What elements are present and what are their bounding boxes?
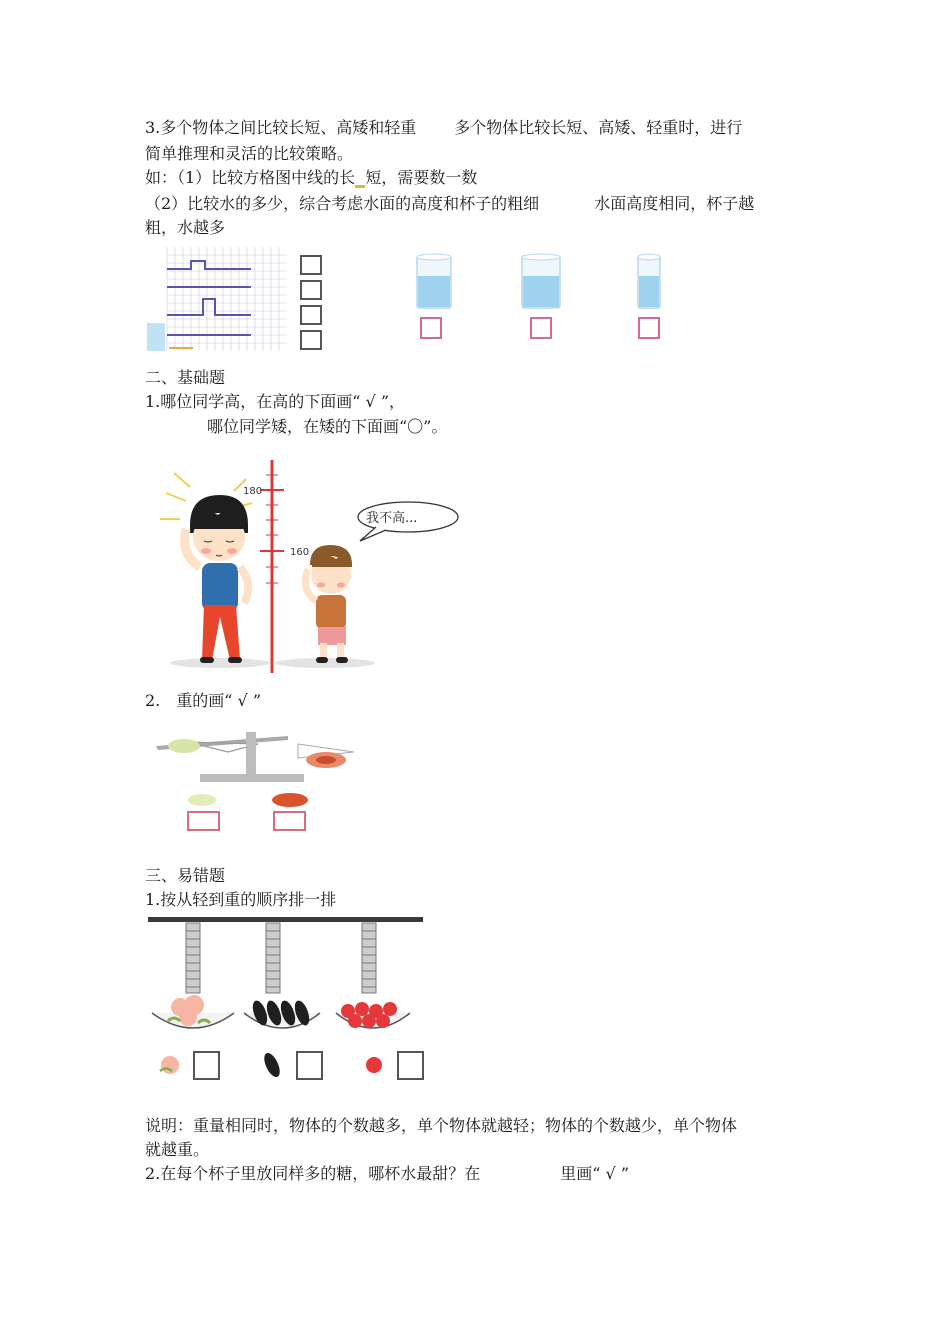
strawberry-icon [366, 1057, 382, 1073]
text-span: 如：（1）比较方格图中线的长 [145, 168, 356, 187]
speech-bubble-text: 我不高... [366, 511, 418, 526]
question-text: 哪位同学矮，在矮的下面画“〇”。 [207, 417, 448, 436]
text-span: （2）比较水的多少，综合考虑水面的高度和杯子的粗细 [145, 194, 540, 213]
sweet-potato-icon [272, 793, 308, 807]
answer-box[interactable] [300, 330, 322, 350]
answer-box[interactable] [397, 1051, 424, 1080]
question-text: 1.按从轻到重的顺序排一排 [145, 890, 337, 909]
spring-icon [186, 923, 376, 993]
ruler-label-160: 160 [290, 547, 310, 558]
section-title: 二、基础题 [145, 368, 226, 387]
strawberry-icon [341, 1002, 397, 1028]
question-text: 1.哪位同学高，在高的下面画“ √ ”， [145, 392, 405, 411]
answer-box[interactable] [187, 811, 220, 831]
question-text [145, 1163, 629, 1185]
answer-box[interactable] [300, 255, 322, 275]
highlight-mark: ​ [355, 168, 366, 187]
text-line: 粗，水越多 [145, 218, 226, 237]
answer-box[interactable] [296, 1051, 323, 1080]
text-line [145, 167, 477, 189]
text-span: 短，需要数一数 [365, 168, 478, 187]
children-height-illustration [160, 455, 460, 677]
tall-kid-figure [185, 495, 249, 663]
cup-icon [522, 254, 560, 308]
cabbage-icon [168, 739, 200, 753]
answer-box[interactable] [638, 317, 660, 339]
text-span: 2.在每个杯子里放同样多的糖，哪杯水最甜？在 [145, 1164, 481, 1183]
grid-lines-figure [147, 247, 287, 351]
answer-box[interactable] [300, 305, 322, 325]
heading-3: 3.多个物体之间比较长短、高矮和轻重 [145, 118, 417, 137]
balance-scale-figure [148, 722, 358, 847]
cup-icon [417, 254, 451, 308]
answer-box[interactable] [300, 280, 322, 300]
text-span: 水面高度相同，杯子越 [594, 194, 755, 213]
text-line [145, 193, 754, 215]
spring-scales-figure [148, 913, 428, 1088]
cabbage-icon [188, 794, 216, 806]
text-line [145, 117, 742, 139]
peach-icon [161, 1056, 179, 1074]
answer-box[interactable] [420, 317, 442, 339]
answer-box[interactable] [273, 811, 306, 831]
ruler-label-180: 180 [243, 486, 263, 497]
note-text: 就越重。 [145, 1140, 210, 1159]
cup-icon [638, 254, 660, 308]
question-text: 2. 重的画“ √ ” [145, 691, 261, 710]
note-text: 说明：重量相同时，物体的个数越多，单个物体就越轻；物体的个数越少，单个物体 [145, 1116, 738, 1135]
answer-box[interactable] [530, 317, 552, 339]
text-span: 多个物体比较长短、高矮、轻重时，进行 [454, 118, 743, 137]
text-span: 里画“ √ ” [560, 1164, 630, 1183]
short-kid-figure [305, 545, 352, 663]
section-title: 三、易错题 [145, 866, 226, 885]
text-line: 简单推理和灵活的比较策略。 [145, 144, 354, 163]
answer-box[interactable] [193, 1051, 220, 1080]
eggplant-icon [261, 1051, 283, 1080]
height-ruler [260, 460, 284, 673]
